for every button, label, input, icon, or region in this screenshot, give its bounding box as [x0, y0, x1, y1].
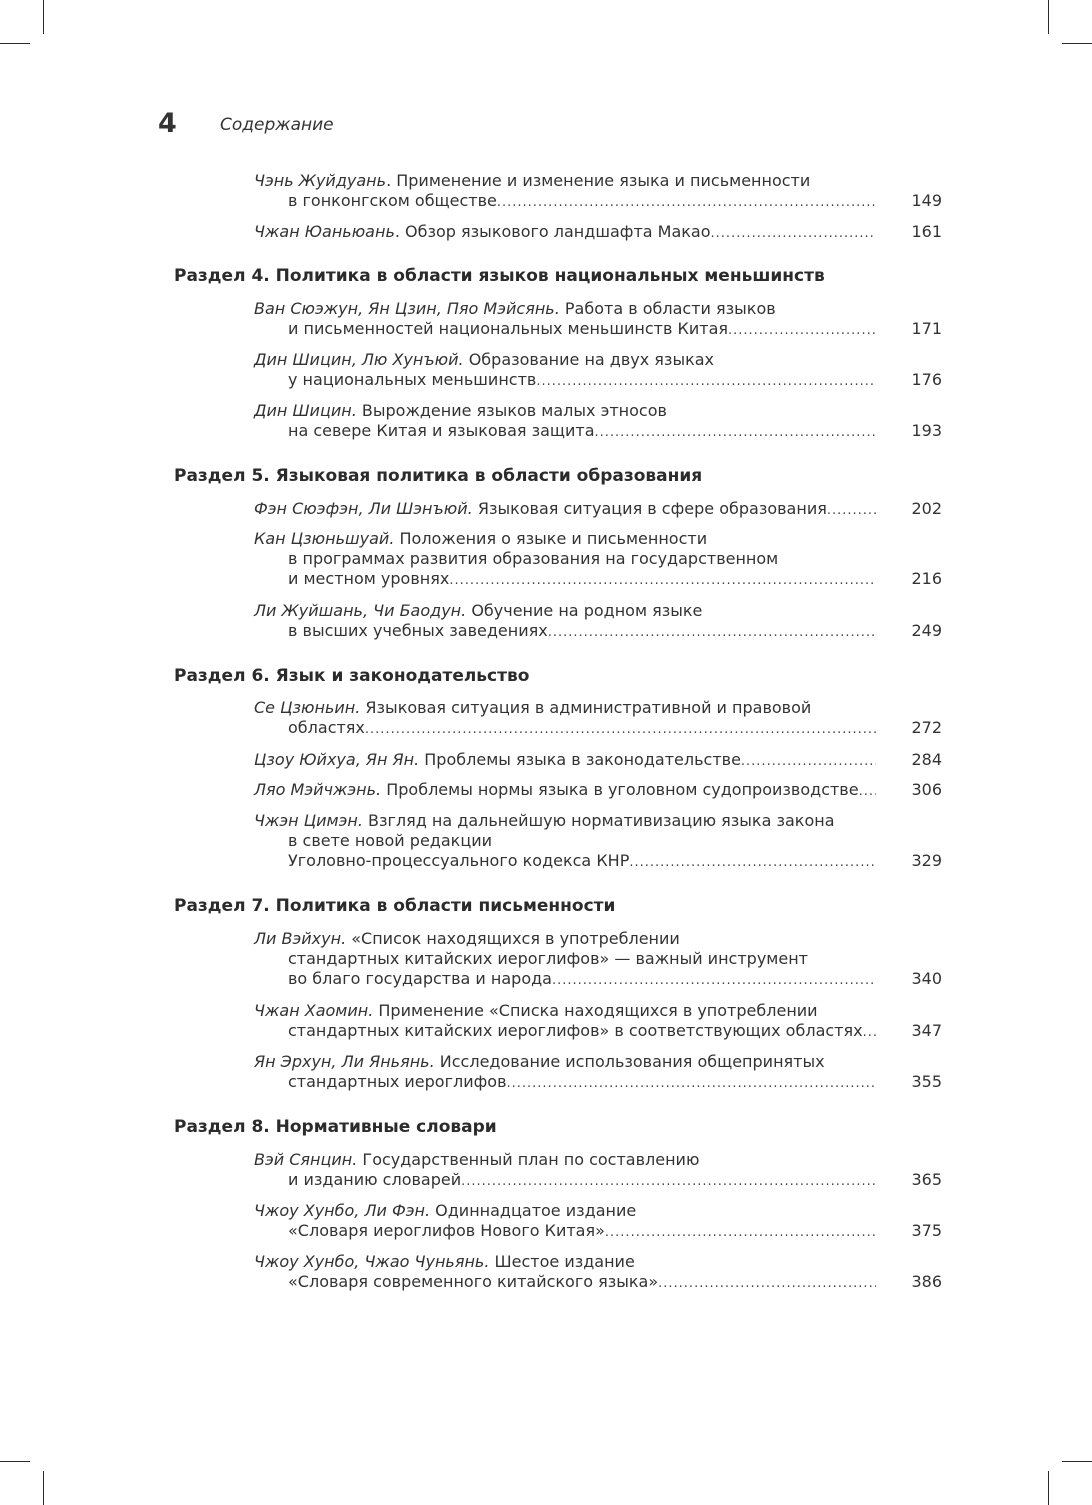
entry-title: на севере Китая и языковая защита [288, 421, 595, 440]
entry-author: Чжоу Хунбо, Ли Фэн. [254, 1201, 431, 1220]
section-heading: Раздел 8. Нормативные словари [174, 1117, 497, 1137]
toc-entry-line [254, 1221, 942, 1241]
page-number: 4 [158, 108, 177, 139]
entry-author: Ли Жуйшань, Чи Баодун. [254, 601, 467, 620]
toc-entry-line [254, 1052, 942, 1072]
section-heading: Раздел 7. Политика в области письменности [174, 896, 616, 916]
entry-title: и изданию словарей [288, 1170, 462, 1189]
toc-entry[interactable] [254, 529, 942, 589]
toc-entry-line [254, 350, 942, 370]
toc-entry-line [254, 811, 942, 831]
dot-leader [741, 752, 876, 772]
entry-title: Чжан Хаомин. Применение «Списка находящихся в употреблении [254, 1001, 818, 1020]
toc-entry[interactable] [254, 750, 942, 770]
toc-entry[interactable] [254, 1001, 942, 1041]
toc-entry-line [254, 851, 942, 871]
entry-title: в свете новой редакции [288, 831, 493, 850]
entry-author: Дин Шицин. [254, 401, 357, 420]
crop-mark [43, 1471, 44, 1505]
toc-entry-line [254, 370, 942, 390]
toc-entry-line [254, 421, 942, 441]
section-heading: Раздел 6. Язык и законодательство [174, 666, 530, 686]
entry-title: Ли Вэйхун. «Список находящихся в употреблении [254, 929, 680, 948]
entry-author: Чжоу Хунбо, Чжао Чуньянь. [254, 1252, 490, 1271]
entry-title: Ван Сюэжун, Ян Цзин, Пяо Мэйсянь. Работа в области языков [254, 299, 776, 318]
entry-title: стандартных китайских иероглифов» — важный инструмент [288, 949, 808, 968]
toc-entry-line [254, 569, 942, 589]
entry-title: в высших учебных заведениях [288, 621, 548, 640]
toc-entry-line [254, 718, 942, 738]
entry-title: Вэй Сянцин. Государственный план по составлению [254, 1150, 700, 1169]
entry-author: Фэн Сюэфэн, Ли Шэнъюй. [254, 499, 473, 518]
dot-leader [863, 1023, 876, 1043]
toc-entry[interactable] [254, 929, 942, 989]
toc-entry-line [254, 949, 942, 969]
dot-leader [595, 423, 877, 443]
entry-author: Цзоу Юйхуа, Ян Ян. [254, 750, 420, 769]
entry-page-number: 386 [911, 1272, 942, 1291]
entry-title: Цзоу Юйхуа, Ян Ян. Проблемы языка в законодательстве [254, 750, 741, 769]
dot-leader [658, 1274, 876, 1294]
entry-author: Вэй Сянцин. [254, 1150, 358, 1169]
section-heading: Раздел 5. Языковая политика в области образования [174, 466, 703, 486]
entry-page-number: 216 [911, 569, 942, 588]
section-heading: Раздел 4. Политика в области языков национальных меньшинств [174, 266, 825, 286]
entry-author: Ван Сюэжун, Ян Цзин, Пяо Мэйсянь. [254, 299, 560, 318]
dot-leader [827, 501, 876, 521]
entry-page-number: 272 [911, 718, 942, 737]
toc-entry-line [254, 698, 942, 718]
entry-title: Фэн Сюэфэн, Ли Шэнъюй. Языковая ситуация в сфере образования [254, 499, 827, 518]
toc-entry-line [254, 529, 942, 549]
toc-entry-line [254, 780, 942, 800]
toc-entry-line [254, 1201, 942, 1221]
toc-entry-line [254, 1150, 942, 1170]
running-title: Содержание [220, 115, 334, 135]
entry-title: областях [288, 718, 365, 737]
entry-author: Чжан Юаньюань [254, 222, 395, 241]
entry-author: Ли Вэйхун. [254, 929, 347, 948]
dot-leader [497, 193, 876, 213]
toc-entry-line [254, 969, 942, 989]
entry-author: Ляо Мэйчжэнь. [254, 780, 382, 799]
toc-entry-line [254, 1272, 942, 1292]
toc-entry-line [254, 831, 942, 851]
entry-author: Се Цзюньин. [254, 698, 361, 717]
entry-title: Уголовно-процессуального кодекса КНР [288, 851, 630, 870]
entry-author: Чжан Хаомин. [254, 1001, 374, 1020]
dot-leader [605, 1223, 876, 1243]
entry-title: Дин Шицин, Лю Хунъюй. Образование на двух языках [254, 350, 715, 369]
entry-title: у национальных меньшинств [288, 370, 537, 389]
toc-entry-line [254, 171, 942, 191]
entry-title: стандартных китайских иероглифов» в соответствующих областях [288, 1021, 863, 1040]
toc-entry-line [254, 299, 942, 319]
crop-mark [1062, 43, 1092, 44]
toc-entry-line [254, 1072, 942, 1092]
dot-leader [365, 720, 876, 740]
toc-entry[interactable] [254, 698, 942, 738]
crop-mark [1048, 0, 1049, 34]
toc-entry-line [254, 750, 942, 770]
toc-entry-line [254, 499, 942, 519]
entry-author: Чэнь Жуйдуань [254, 171, 387, 190]
toc-entry[interactable] [254, 222, 942, 242]
entry-page-number: 161 [911, 222, 942, 241]
entry-title: Се Цзюньин. Языковая ситуация в административной и правовой [254, 698, 812, 717]
toc-entry-line [254, 401, 942, 421]
crop-mark [1048, 1471, 1049, 1505]
dot-leader [859, 782, 876, 802]
entry-page-number: 306 [911, 780, 942, 799]
dot-leader [449, 571, 876, 591]
entry-page-number: 365 [911, 1170, 942, 1189]
toc-entry-line [254, 1001, 942, 1021]
toc-entry[interactable] [254, 401, 942, 441]
toc-entry-line [254, 549, 942, 569]
entry-author: Кан Цзюньшуай. [254, 529, 395, 548]
entry-title: и письменностей национальных меньшинств Китая [288, 319, 728, 338]
toc-entry[interactable] [254, 171, 942, 211]
entry-page-number: 193 [911, 421, 942, 440]
entry-title: Ли Жуйшань, Чи Баодун. Обучение на родном языке [254, 601, 703, 620]
toc-entry[interactable] [254, 601, 942, 641]
entry-page-number: 340 [911, 969, 942, 988]
toc-entry[interactable] [254, 1252, 942, 1292]
toc-entry[interactable] [254, 1201, 942, 1241]
entry-title: Чжэн Цимэн. Взгляд на дальнейшую нормативизацию языка закона [254, 811, 835, 830]
crop-mark [0, 1461, 30, 1462]
entry-title: в гонконгском обществе [288, 191, 497, 210]
toc-entry-line [254, 222, 942, 242]
dot-leader [461, 1172, 876, 1192]
entry-author: Чжэн Цимэн. [254, 811, 363, 830]
toc-entry-line [254, 601, 942, 621]
entry-page-number: 202 [911, 499, 942, 518]
entry-title: Ляо Мэйчжэнь. Проблемы нормы языка в уголовном судопроизводстве [254, 780, 859, 799]
entry-author: Дин Шицин, Лю Хунъюй. [254, 350, 464, 369]
dot-leader [711, 224, 876, 244]
entry-title: «Словаря современного китайского языка» [288, 1272, 659, 1291]
entry-title: Ян Эрхун, Ли Яньянь. Исследование использования общепринятых [254, 1052, 825, 1071]
toc-entry[interactable] [254, 811, 942, 871]
dot-leader [728, 321, 876, 341]
entry-page-number: 329 [911, 851, 942, 870]
toc-entry-line [254, 319, 942, 339]
entry-page-number: 347 [911, 1021, 942, 1040]
entry-title: Чжоу Хунбо, Чжао Чуньянь. Шестое издание [254, 1252, 635, 1271]
entry-title: и местном уровнях [288, 569, 450, 588]
toc-entry-line [254, 1021, 942, 1041]
toc-entry-line [254, 1170, 942, 1190]
entry-title: Чжоу Хунбо, Ли Фэн. Одиннадцатое издание [254, 1201, 637, 1220]
toc-entry-line [254, 1252, 942, 1272]
toc-entry-line [254, 929, 942, 949]
toc-entry[interactable] [254, 780, 942, 800]
dot-leader [629, 853, 876, 873]
entry-title: «Словаря иероглифов Нового Китая» [288, 1221, 605, 1240]
entry-title: стандартных иероглифов [288, 1072, 507, 1091]
entry-page-number: 355 [911, 1072, 942, 1091]
toc-entry[interactable] [254, 350, 942, 390]
toc-entry[interactable] [254, 1052, 942, 1092]
crop-mark [0, 43, 30, 44]
entry-title: Дин Шицин. Вырождение языков малых этносов [254, 401, 667, 420]
dot-leader [536, 372, 876, 392]
toc-entry[interactable] [254, 299, 942, 339]
dot-leader [507, 1074, 877, 1094]
entry-page-number: 149 [911, 191, 942, 210]
entry-page-number: 176 [911, 370, 942, 389]
toc-entry[interactable] [254, 499, 942, 519]
entry-page-number: 284 [911, 750, 942, 769]
entry-page-number: 249 [911, 621, 942, 640]
entry-title: Кан Цзюньшуай. Положения о языке и письменности [254, 529, 708, 548]
entry-page-number: 375 [911, 1221, 942, 1240]
entry-author: Ян Эрхун, Ли Яньянь. [254, 1052, 435, 1071]
entry-title: в программах развития образования на государственном [288, 549, 779, 568]
toc-entry-line [254, 621, 942, 641]
toc-entry-line [254, 191, 942, 211]
crop-mark [43, 0, 44, 34]
entry-title: Чэнь Жуйдуань. Применение и изменение языка и письменности [254, 171, 811, 190]
entry-title: Чжан Юаньюань. Обзор языкового ландшафта Макао [254, 222, 711, 241]
dot-leader [552, 971, 876, 991]
entry-page-number: 171 [911, 319, 942, 338]
dot-leader [548, 623, 876, 643]
entry-title: во благо государства и народа [288, 969, 552, 988]
toc-entry[interactable] [254, 1150, 942, 1190]
crop-mark [1062, 1461, 1092, 1462]
